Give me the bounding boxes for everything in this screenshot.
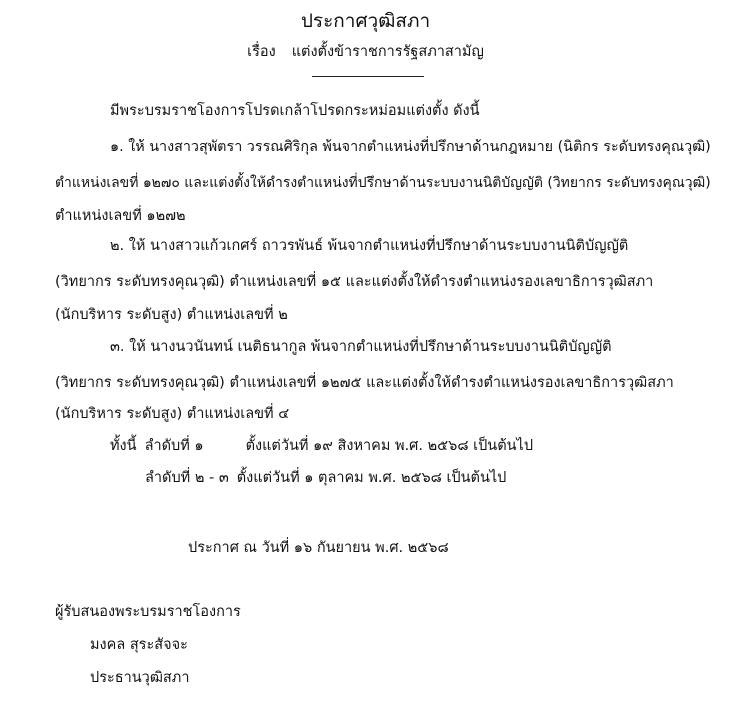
effective-prefix: ทั้งนี้ xyxy=(110,438,137,454)
effective-order-1: ลำดับที่ ๑ xyxy=(144,438,204,454)
countersign-label: ผู้รับสนองพระบรมราชโองการ xyxy=(55,604,241,620)
effective-order-2: ลำดับที่ ๒ - ๓ xyxy=(145,470,229,486)
effective-date-2: ตั้งแต่วันที่ ๑ ตุลาคม พ.ศ. ๒๕๖๘ เป็นต้นไป xyxy=(236,470,507,486)
effective-line-2 xyxy=(145,468,506,488)
item-1-line-3: ตำแหน่งเลขที่ ๑๒๗๒ xyxy=(55,208,186,224)
effective-date-1: ตั้งแต่วันที่ ๑๙ สิงหาคม พ.ศ. ๒๕๖๘ เป็นต้นไป xyxy=(245,438,534,454)
item-1-line-1: ๑. ให้ นางสาวสุพัตรา วรรณศิริกุล พ้นจากตำแหน่งที่ปรึกษาด้านกฎหมาย (นิติกร ระดับทรงคุณวุฒิ) xyxy=(110,139,711,155)
item-3-line-3: (นักบริหาร ระดับสูง) ตำแหน่งเลขที่ ๔ xyxy=(55,406,290,422)
document-subject xyxy=(0,42,731,62)
subject-label: เรื่อง xyxy=(247,44,276,60)
item-1-line-2: ตำแหน่งเลขที่ ๑๒๗๐ และแต่งตั้งให้ดำรงตำแหน่งที่ปรึกษาด้านระบบงานนิติบัญญัติ (วิทยากร ระดับทรงคุณวุฒิ) xyxy=(55,175,711,191)
item-2-line-2: (วิทยากร ระดับทรงคุณวุฒิ) ตำแหน่งเลขที่ ๑๕ และแต่งตั้งให้ดำรงตำแหน่งรองเลขาธิการวุฒิสภา xyxy=(55,274,654,290)
signatory-name: มงคล สุระสัจจะ xyxy=(90,637,188,653)
effective-line-1 xyxy=(110,436,533,456)
document-title: ประกาศวุฒิสภา xyxy=(300,10,431,32)
intro-paragraph: มีพระบรมราชโองการโปรดเกล้าโปรดกระหม่อมแต่งตั้ง ดังนี้ xyxy=(110,103,480,119)
signatory-position: ประธานวุฒิสภา xyxy=(90,670,190,686)
subject-text: แต่งตั้งข้าราชการรัฐสภาสามัญ xyxy=(291,44,484,60)
item-3-line-1: ๓. ให้ นางนวนันทน์ เนติธนากูล พ้นจากตำแหน่งที่ปรึกษาด้านระบบงานนิติบัญญัติ xyxy=(110,339,612,355)
item-2-line-3: (นักบริหาร ระดับสูง) ตำแหน่งเลขที่ ๒ xyxy=(55,307,288,323)
announcement-date: ประกาศ ณ วันที่ ๑๖ กันยายน พ.ศ. ๒๕๖๘ xyxy=(188,540,449,556)
item-3-line-2: (วิทยากร ระดับทรงคุณวุฒิ) ตำแหน่งเลขที่ ๑๒๗๕ และแต่งตั้งให้ดำรงตำแหน่งรองเลขาธิการวุฒิสภา xyxy=(55,375,674,391)
item-2-line-1: ๒. ให้ นางสาวแก้วเกศร์ ถาวรพันธ์ พ้นจากตำแหน่งที่ปรึกษาด้านระบบงานนิติบัญญัติ xyxy=(110,238,629,254)
title-underline xyxy=(312,76,424,77)
